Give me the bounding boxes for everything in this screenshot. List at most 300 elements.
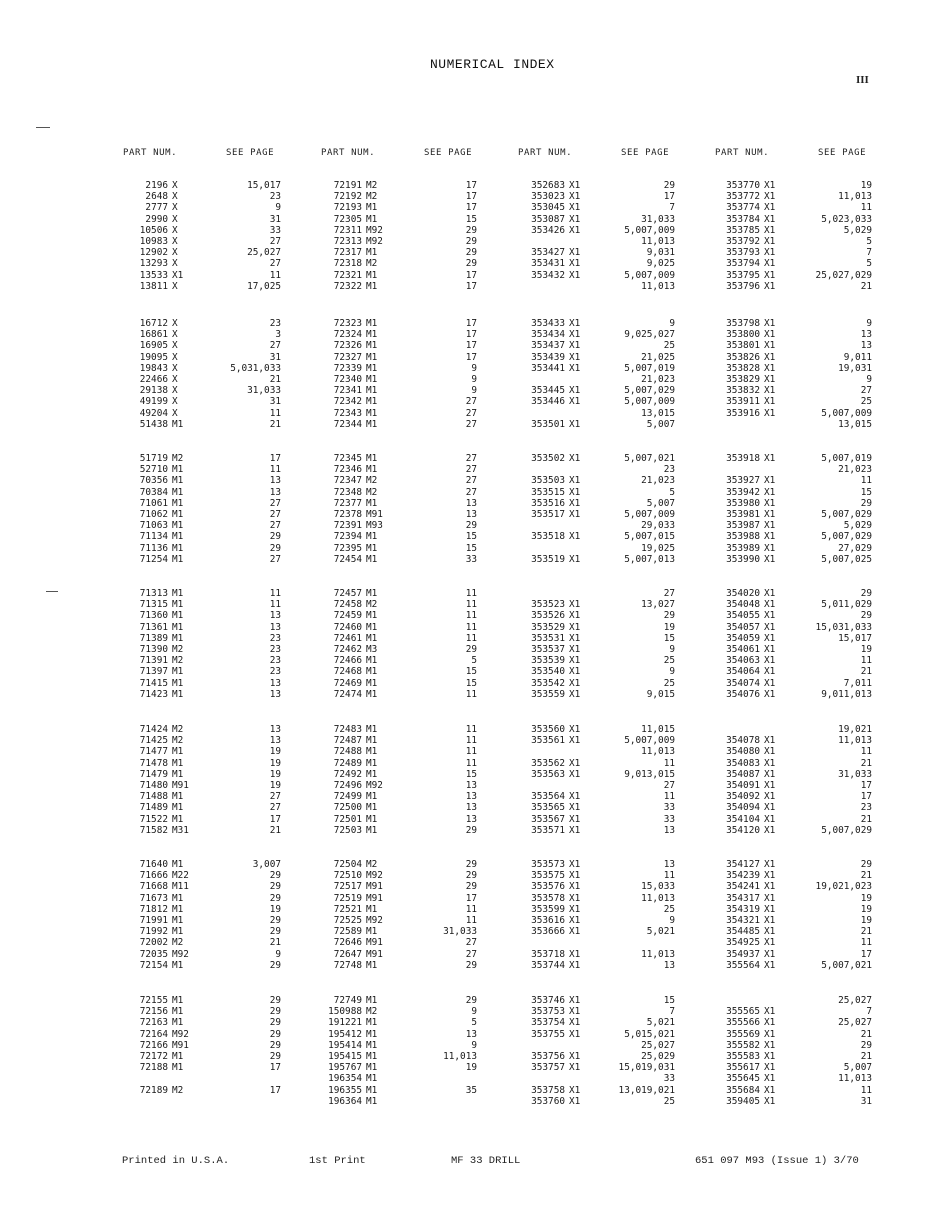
see-page: 11: [663, 791, 675, 803]
part-number: 72193: [333, 202, 362, 214]
part-number: 71640: [139, 859, 168, 870]
part-suffix: M2: [366, 191, 378, 203]
part-suffix: X1: [569, 926, 581, 938]
part-suffix: M1: [172, 520, 184, 532]
part-suffix: X1: [764, 351, 776, 363]
part-suffix: M2: [366, 859, 378, 870]
see-page: 29: [269, 1039, 281, 1051]
see-page: 29: [269, 1017, 281, 1029]
part-suffix: M1: [366, 1028, 378, 1040]
part-suffix: M1: [366, 768, 378, 780]
part-number: 353516: [531, 497, 565, 509]
part-number: 354055: [726, 610, 760, 622]
part-number: 353573: [531, 859, 565, 870]
part-number: 354087: [726, 768, 760, 780]
part-number: 195415: [328, 1050, 362, 1062]
part-suffix: X: [172, 340, 178, 352]
table-row: [0, 904, 935, 915]
see-page: 23: [269, 655, 281, 667]
table-row: [0, 363, 935, 374]
see-page: 11: [860, 746, 872, 758]
see-page: 5,007,015: [624, 531, 675, 543]
see-page: 33: [663, 813, 675, 825]
see-page: 21: [269, 373, 281, 385]
part-suffix: M1: [366, 318, 378, 329]
index-block: [0, 588, 935, 700]
part-suffix: M92: [366, 224, 383, 236]
table-row: [0, 396, 935, 407]
part-suffix: X1: [764, 247, 776, 259]
see-page: 29: [465, 859, 477, 870]
see-page: 9: [275, 202, 281, 214]
part-number: 13811: [139, 280, 168, 292]
see-page: 25,027: [641, 1039, 675, 1051]
see-page: 5,023,033: [821, 213, 872, 225]
part-number: 19843: [139, 362, 168, 374]
part-suffix: M1: [366, 610, 378, 622]
table-row: [0, 453, 935, 464]
part-number: 72748: [333, 959, 362, 971]
see-page: 5,007,029: [821, 508, 872, 520]
see-page: 19: [465, 1062, 477, 1074]
see-page: 25: [663, 677, 675, 689]
see-page: 11: [465, 746, 477, 758]
see-page: 15,017: [838, 632, 872, 644]
see-page: 19: [860, 914, 872, 926]
see-page: 9: [866, 373, 872, 385]
part-suffix: M2: [366, 599, 378, 611]
part-suffix: X1: [569, 224, 581, 236]
part-number: 354120: [726, 824, 760, 836]
part-number: 71391: [139, 655, 168, 667]
part-number: 71360: [139, 610, 168, 622]
part-number: 72377: [333, 497, 362, 509]
see-page: 27: [269, 508, 281, 520]
part-suffix: X1: [764, 937, 776, 949]
part-suffix: M2: [172, 1084, 184, 1096]
part-suffix: X1: [764, 1073, 776, 1085]
part-suffix: M1: [172, 632, 184, 644]
see-page: 17: [465, 180, 477, 191]
part-number: 72156: [139, 1006, 168, 1018]
table-row: [0, 329, 935, 340]
table-row: [0, 893, 935, 904]
see-page: 9,011: [843, 351, 872, 363]
part-suffix: X1: [569, 202, 581, 214]
see-page: 5,007,019: [624, 362, 675, 374]
part-suffix: X: [172, 318, 178, 329]
see-page: 29: [465, 870, 477, 882]
index-block: [0, 859, 935, 971]
see-page: 19: [860, 892, 872, 904]
part-number: 71134: [139, 531, 168, 543]
see-page: 27: [269, 340, 281, 352]
see-page: 9,031: [646, 247, 675, 259]
part-number: 353981: [726, 508, 760, 520]
see-page: 5,007: [646, 497, 675, 509]
see-page: 27: [663, 588, 675, 599]
part-number: 16861: [139, 329, 168, 341]
see-page: 3: [275, 329, 281, 341]
header-part-num-1: PART NUM.: [123, 148, 178, 158]
table-row: [0, 724, 935, 735]
part-number: 353526: [531, 610, 565, 622]
part-number: 353529: [531, 621, 565, 633]
see-page: 5,021: [646, 1017, 675, 1029]
table-row: [0, 531, 935, 542]
part-number: 353770: [726, 180, 760, 191]
part-number: 71423: [139, 688, 168, 700]
see-page: 11: [465, 688, 477, 700]
table-row: [0, 1017, 935, 1028]
part-suffix: M1: [366, 329, 378, 341]
part-suffix: M1: [366, 531, 378, 543]
part-suffix: X1: [569, 418, 581, 430]
part-suffix: M1: [172, 497, 184, 509]
part-suffix: X: [172, 247, 178, 259]
see-page: 11,013: [641, 746, 675, 758]
see-page: 11: [269, 407, 281, 419]
part-suffix: X1: [569, 632, 581, 644]
part-number: 71254: [139, 553, 168, 565]
see-page: 25: [663, 903, 675, 915]
part-suffix: X1: [569, 508, 581, 520]
see-page: 29: [465, 643, 477, 655]
see-page: 19: [860, 903, 872, 915]
part-number: 353539: [531, 655, 565, 667]
part-number: 354094: [726, 802, 760, 814]
see-page: 23: [269, 666, 281, 678]
part-number: 359405: [726, 1095, 760, 1107]
see-page: 11: [269, 464, 281, 476]
see-page: 7: [866, 1006, 872, 1018]
part-suffix: M1: [366, 202, 378, 214]
part-number: 72313: [333, 235, 362, 247]
table-row: [0, 678, 935, 689]
part-number: 72521: [333, 903, 362, 915]
part-number: 72342: [333, 396, 362, 408]
part-number: 72492: [333, 768, 362, 780]
part-suffix: M2: [366, 180, 378, 191]
see-page: 13: [269, 486, 281, 498]
see-page: 29: [465, 881, 477, 893]
part-number: 354063: [726, 655, 760, 667]
part-number: 71397: [139, 666, 168, 678]
see-page: 11,013: [443, 1050, 477, 1062]
part-suffix: X1: [569, 497, 581, 509]
part-number: 353432: [531, 269, 565, 281]
see-page: 15: [465, 531, 477, 543]
table-row: [0, 802, 935, 813]
see-page: 11: [465, 599, 477, 611]
part-number: 71063: [139, 520, 168, 532]
part-number: 72344: [333, 418, 362, 430]
see-page: 15: [465, 677, 477, 689]
part-suffix: M1: [366, 1062, 378, 1074]
part-number: 72517: [333, 881, 362, 893]
table-row: [0, 780, 935, 791]
part-number: 353565: [531, 802, 565, 814]
see-page: 13: [269, 724, 281, 735]
part-number: 353567: [531, 813, 565, 825]
part-suffix: M1: [366, 497, 378, 509]
part-suffix: M1: [172, 588, 184, 599]
part-number: 191221: [328, 1017, 362, 1029]
part-suffix: M1: [366, 588, 378, 599]
table-row: [0, 1062, 935, 1073]
part-number: 353989: [726, 542, 760, 554]
part-number: 72749: [333, 995, 362, 1006]
see-page: 33: [663, 802, 675, 814]
part-number: 353540: [531, 666, 565, 678]
part-number: 72002: [139, 937, 168, 949]
part-suffix: X1: [569, 870, 581, 882]
index-block: [0, 318, 935, 430]
see-page: 23: [663, 464, 675, 476]
see-page: 9: [669, 318, 675, 329]
table-row: [0, 520, 935, 531]
table-row: [0, 258, 935, 269]
table-row: [0, 644, 935, 655]
part-suffix: X1: [569, 1017, 581, 1029]
part-number: 354083: [726, 757, 760, 769]
see-page: 17,025: [247, 280, 281, 292]
part-suffix: M1: [366, 677, 378, 689]
part-number: 353916: [726, 407, 760, 419]
part-suffix: X1: [569, 688, 581, 700]
part-suffix: M91: [366, 508, 383, 520]
part-suffix: M2: [366, 475, 378, 487]
part-number: 72489: [333, 757, 362, 769]
table-row: [0, 870, 935, 881]
part-suffix: M1: [172, 768, 184, 780]
part-suffix: X1: [764, 329, 776, 341]
part-number: 72192: [333, 191, 362, 203]
see-page: 5: [471, 1017, 477, 1029]
see-page: 29: [269, 870, 281, 882]
see-page: 29: [269, 881, 281, 893]
part-number: 72504: [333, 859, 362, 870]
see-page: 5,007,019: [821, 453, 872, 464]
see-page: 13: [465, 779, 477, 791]
part-number: 71666: [139, 870, 168, 882]
part-number: 196354: [328, 1073, 362, 1085]
part-number: 353575: [531, 870, 565, 882]
part-suffix: X1: [764, 599, 776, 611]
part-number: 72163: [139, 1017, 168, 1029]
part-number: 10506: [139, 224, 168, 236]
see-page: 29: [860, 859, 872, 870]
part-number: 72496: [333, 779, 362, 791]
part-number: 16712: [139, 318, 168, 329]
part-number: 353599: [531, 903, 565, 915]
part-number: 353718: [531, 948, 565, 960]
part-suffix: X1: [764, 666, 776, 678]
part-number: 355566: [726, 1017, 760, 1029]
table-row: [0, 1029, 935, 1040]
part-number: 70356: [139, 475, 168, 487]
part-suffix: M1: [366, 362, 378, 374]
part-number: 72457: [333, 588, 362, 599]
part-number: 353445: [531, 385, 565, 397]
part-number: 72323: [333, 318, 362, 329]
part-number: 72500: [333, 802, 362, 814]
part-suffix: X1: [764, 453, 776, 464]
table-row: [0, 735, 935, 746]
part-number: 353562: [531, 757, 565, 769]
part-number: 71478: [139, 757, 168, 769]
part-suffix: M1: [366, 453, 378, 464]
part-number: 72154: [139, 959, 168, 971]
see-page: 13: [269, 475, 281, 487]
part-suffix: M2: [172, 453, 184, 464]
part-suffix: M2: [172, 937, 184, 949]
part-suffix: X1: [569, 531, 581, 543]
table-row: [0, 1096, 935, 1107]
part-number: 2196: [145, 180, 168, 191]
part-suffix: X1: [569, 881, 581, 893]
part-suffix: X1: [569, 1006, 581, 1018]
table-row: [0, 881, 935, 892]
part-number: 354092: [726, 791, 760, 803]
part-number: 72394: [333, 531, 362, 543]
part-suffix: X1: [764, 318, 776, 329]
part-number: 353754: [531, 1017, 565, 1029]
table-row: [0, 464, 935, 475]
see-page: 29: [269, 959, 281, 971]
see-page: 11,013: [641, 948, 675, 960]
header-see-page-2: SEE PAGE: [424, 148, 473, 158]
table-row: [0, 270, 935, 281]
part-suffix: X1: [764, 497, 776, 509]
see-page: 25: [663, 655, 675, 667]
part-suffix: X1: [764, 677, 776, 689]
part-number: 353427: [531, 247, 565, 259]
see-page: 29: [269, 1028, 281, 1040]
part-number: 354064: [726, 666, 760, 678]
see-page: 13: [269, 735, 281, 747]
see-page: 29: [860, 1039, 872, 1051]
see-page: 21,023: [838, 464, 872, 476]
part-number: 71424: [139, 724, 168, 735]
part-suffix: X1: [569, 948, 581, 960]
part-suffix: M1: [366, 280, 378, 292]
table-row: [0, 419, 935, 430]
see-page: 5,007,009: [624, 735, 675, 747]
table-row: [0, 214, 935, 225]
part-number: 354239: [726, 870, 760, 882]
part-suffix: X1: [764, 643, 776, 655]
part-suffix: M2: [172, 643, 184, 655]
see-page: 21: [860, 1050, 872, 1062]
part-number: 353755: [531, 1028, 565, 1040]
part-number: 353439: [531, 351, 565, 363]
see-page: 31: [269, 396, 281, 408]
part-suffix: M1: [172, 610, 184, 622]
see-page: 27: [465, 396, 477, 408]
see-page: 5,007,025: [821, 553, 872, 565]
see-page: 33: [269, 224, 281, 236]
part-number: 71991: [139, 914, 168, 926]
part-number: 355617: [726, 1062, 760, 1074]
part-number: 353434: [531, 329, 565, 341]
see-page: 15: [465, 542, 477, 554]
part-number: 353760: [531, 1095, 565, 1107]
part-suffix: X: [172, 407, 178, 419]
part-suffix: X1: [764, 213, 776, 225]
part-number: 72378: [333, 508, 362, 520]
part-suffix: M1: [366, 666, 378, 678]
see-page: 29: [465, 224, 477, 236]
see-page: 19: [860, 180, 872, 191]
see-page: 27: [860, 385, 872, 397]
see-page: 7: [669, 202, 675, 214]
see-page: 21: [269, 418, 281, 430]
see-page: 19: [860, 643, 872, 655]
see-page: 29: [860, 588, 872, 599]
part-number: 72191: [333, 180, 362, 191]
see-page: 9: [471, 362, 477, 374]
part-number: 353980: [726, 497, 760, 509]
part-number: 354091: [726, 779, 760, 791]
see-page: 21: [269, 937, 281, 949]
see-page: 17: [465, 191, 477, 203]
part-number: 353441: [531, 362, 565, 374]
see-page: 5,007: [646, 418, 675, 430]
part-suffix: X1: [764, 269, 776, 281]
part-number: 195767: [328, 1062, 362, 1074]
see-page: 27: [269, 791, 281, 803]
part-suffix: X1: [569, 599, 581, 611]
part-number: 29138: [139, 385, 168, 397]
see-page: 11,013: [641, 892, 675, 904]
part-number: 196355: [328, 1084, 362, 1096]
see-page: 13,027: [641, 599, 675, 611]
part-number: 49199: [139, 396, 168, 408]
part-number: 71479: [139, 768, 168, 780]
page-number: III: [856, 74, 869, 86]
see-page: 17: [269, 813, 281, 825]
part-suffix: M3: [366, 643, 378, 655]
see-page: 7: [669, 1006, 675, 1018]
see-page: 17: [860, 791, 872, 803]
part-number: 72327: [333, 351, 362, 363]
part-suffix: M1: [366, 407, 378, 419]
part-number: 353793: [726, 247, 760, 259]
table-row: [0, 475, 935, 486]
see-page: 29: [465, 258, 477, 270]
part-number: 71390: [139, 643, 168, 655]
see-page: 23: [860, 802, 872, 814]
part-number: 353911: [726, 396, 760, 408]
part-suffix: X: [172, 329, 178, 341]
scan-mark: [36, 127, 50, 128]
part-suffix: X: [172, 385, 178, 397]
see-page: 5,029: [843, 224, 872, 236]
part-suffix: X1: [569, 621, 581, 633]
part-number: 72155: [139, 995, 168, 1006]
part-suffix: X1: [764, 1039, 776, 1051]
table-row: [0, 236, 935, 247]
see-page: 29: [465, 824, 477, 836]
see-page: 21: [860, 280, 872, 292]
see-page: 29: [269, 926, 281, 938]
see-page: 19: [269, 746, 281, 758]
table-row: [0, 509, 935, 520]
part-number: 354127: [726, 859, 760, 870]
part-suffix: M1: [172, 621, 184, 633]
see-page: 27: [269, 235, 281, 247]
